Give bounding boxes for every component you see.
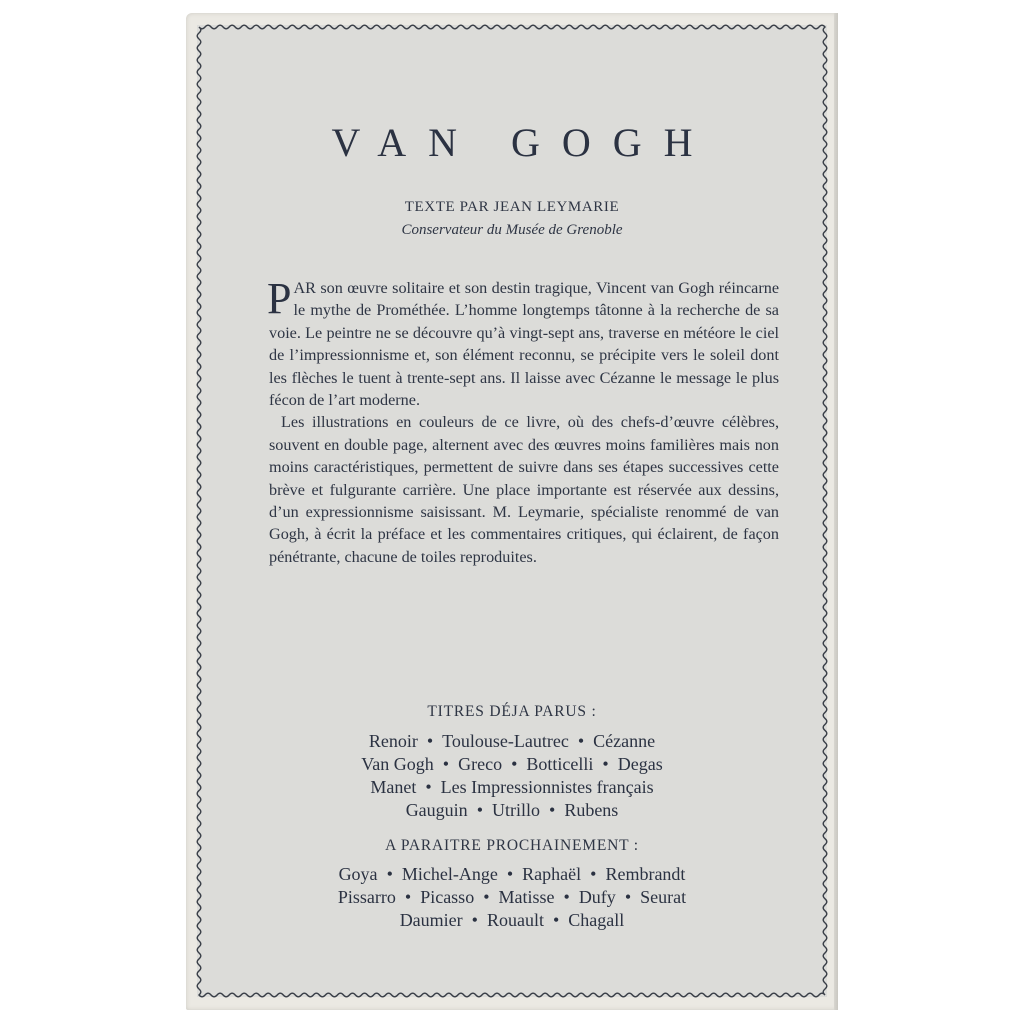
- title-line: [197, 799, 827, 822]
- title-line: [197, 753, 827, 776]
- bullet-separator: •: [386, 864, 393, 884]
- bullet-separator: •: [476, 800, 483, 820]
- artist-title: Rubens: [564, 800, 619, 820]
- artist-title: Cézanne: [593, 731, 656, 751]
- drop-cap: P: [267, 274, 292, 323]
- author-line: TEXTE PAR JEAN LEYMARIE: [404, 199, 620, 215]
- bullet-separator: •: [483, 887, 490, 907]
- bullet-separator: •: [404, 887, 412, 907]
- artist-title: Toulouse-Lautrec: [442, 731, 569, 751]
- bullet-separator: •: [563, 887, 570, 907]
- paragraph-1-text: AR son œuvre solitaire et son destin tragique, Vincent van Gogh réincarne le mythe de Prométhée. L’homme longtemps tâtonne à la recherche de sa voie. Le peintre ne se découvre qu’à vingt-sept ans, traverse en météore le ciel de l’impressionnisme et, son élément reconnu, se précipite vers le soleil dont les flèches le tuent à trente-sept ans. Il laisse avec Cézanne le message le plus fécon de l’art moderne.: [269, 279, 779, 410]
- artist-title: Seurat: [640, 887, 687, 907]
- artist-title: Van Gogh: [361, 754, 434, 774]
- artist-title: Utrillo: [492, 800, 540, 820]
- bullet-separator: •: [602, 754, 609, 774]
- title-line: [197, 863, 827, 886]
- upcoming-titles-heading: A PARAITRE PROCHAINEMENT :: [385, 837, 639, 854]
- description: [267, 274, 779, 568]
- artist-title: Rouault: [486, 910, 544, 930]
- bordered-panel: [197, 25, 827, 997]
- artist-title: Daumier: [399, 910, 463, 930]
- upcoming-titles-list: [197, 863, 827, 932]
- paragraph-2: Les illustrations en couleurs de ce livre, où des chefs-d’œuvre célèbres, souvent en double page, alternent avec des œuvres moins familières mais non moins caractéristiques, permettent de suivre dans ses étapes successives cette brève et fulgurante carrière. Une place importante est réservée aux dessins, d’un expressionnisme saisissant. M. Leymarie, spécialiste renommé de van Gogh, à écrit la préface et les commentaires critiques, qui éclairent, de façon pénétrante, chacune de toiles reproduites.: [269, 413, 779, 566]
- artist-title: Dufy: [578, 887, 616, 907]
- bullet-separator: •: [590, 864, 597, 884]
- title-line: [197, 909, 827, 932]
- artist-title: Manet: [370, 777, 417, 797]
- title-line: [197, 776, 827, 799]
- bullet-separator: •: [426, 731, 434, 751]
- bullet-separator: •: [471, 910, 478, 930]
- artist-title: Goya: [338, 864, 378, 884]
- artist-title: Les Impressionnistes français: [440, 777, 654, 797]
- page-edge: [834, 13, 838, 1010]
- cover-content: [197, 25, 827, 997]
- artist-title: Rembrandt: [605, 864, 686, 884]
- artist-title: Matisse: [498, 887, 555, 907]
- artist-title: Picasso: [420, 887, 475, 907]
- book-title: VAN GOGH: [331, 120, 715, 165]
- artist-title: Degas: [617, 754, 663, 774]
- artist-title: Botticelli: [526, 754, 594, 774]
- bullet-separator: •: [624, 887, 632, 907]
- paragraph-1: [267, 274, 779, 411]
- bullet-separator: •: [552, 910, 560, 930]
- artist-title: Pissarro: [337, 887, 396, 907]
- bullet-separator: •: [577, 731, 585, 751]
- bullet-separator: •: [425, 777, 432, 797]
- artist-title: Gauguin: [405, 800, 468, 820]
- title-line: [197, 730, 827, 753]
- artist-title: Chagall: [568, 910, 625, 930]
- title-line: [197, 886, 827, 909]
- bullet-separator: •: [442, 754, 450, 774]
- artist-title: Renoir: [368, 731, 418, 751]
- artist-title: Michel-Ange: [401, 864, 498, 884]
- book-back-cover: [186, 13, 838, 1010]
- published-titles-heading: TITRES DÉJA PARUS :: [427, 703, 597, 720]
- published-titles-list: [197, 730, 827, 822]
- author-role: Conservateur du Musée de Grenoble: [401, 222, 623, 238]
- artist-title: Raphaël: [522, 864, 582, 884]
- bullet-separator: •: [549, 800, 556, 820]
- artist-title: Greco: [458, 754, 503, 774]
- bullet-separator: •: [511, 754, 518, 774]
- bullet-separator: •: [506, 864, 514, 884]
